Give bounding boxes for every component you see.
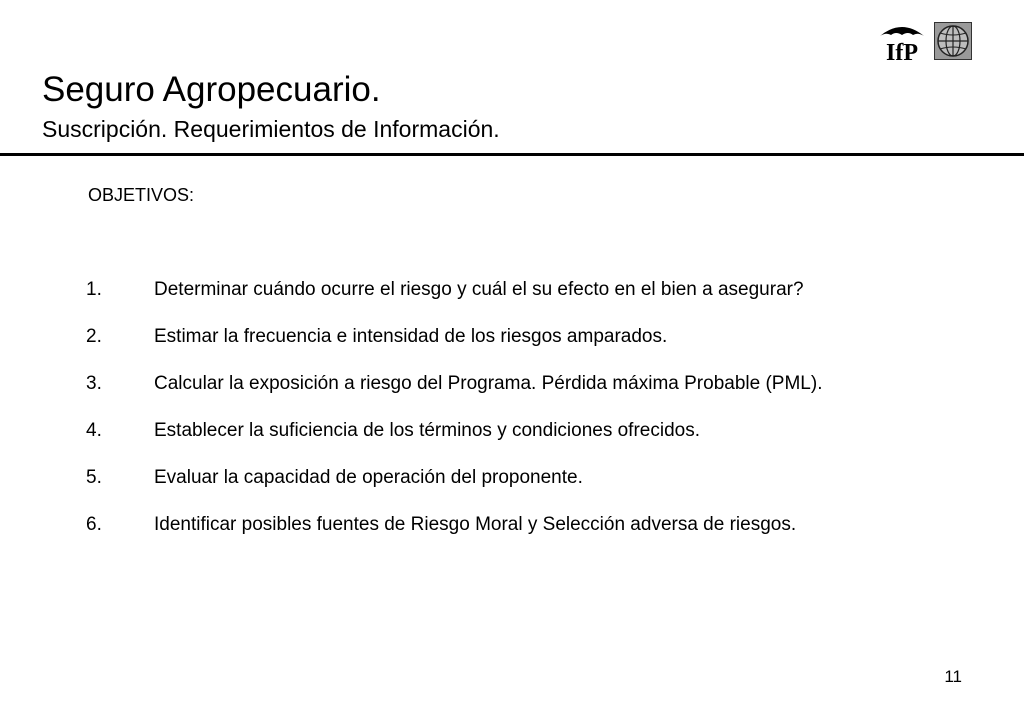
objective-text: Calcular la exposición a riesgo del Programa. Pérdida máxima Probable (PML). bbox=[154, 373, 823, 394]
objective-number: 2. bbox=[86, 326, 102, 347]
objective-text: Evaluar la capacidad de operación del proponente. bbox=[154, 467, 583, 488]
slide-title: Seguro Agropecuario. bbox=[42, 70, 381, 109]
globe-icon bbox=[934, 22, 972, 60]
objective-number: 5. bbox=[86, 467, 102, 488]
ifp-logo bbox=[876, 20, 928, 64]
objective-text: Estimar la frecuencia e intensidad de los riesgos amparados. bbox=[154, 326, 668, 347]
ifp-logo-text: IfP bbox=[886, 40, 918, 64]
section-label: OBJETIVOS: bbox=[88, 185, 195, 205]
page-number: 11 bbox=[944, 667, 962, 686]
title-divider bbox=[0, 153, 1024, 156]
objective-number: 6. bbox=[86, 514, 102, 535]
objective-number: 4. bbox=[86, 420, 102, 441]
objective-number: 3. bbox=[86, 373, 102, 394]
objective-text: Identificar posibles fuentes de Riesgo Moral y Selección adversa de riesgos. bbox=[154, 514, 797, 535]
objective-text: Establecer la suficiencia de los términos y condiciones ofrecidos. bbox=[154, 420, 700, 441]
slide-subtitle: Suscripción. Requerimientos de Información. bbox=[42, 116, 500, 142]
objective-number: 1. bbox=[86, 279, 102, 300]
objective-text: Determinar cuándo ocurre el riesgo y cuál el su efecto en el bien a asegurar? bbox=[154, 279, 804, 300]
umbrella-icon bbox=[880, 27, 924, 36]
logo-group bbox=[876, 20, 976, 64]
